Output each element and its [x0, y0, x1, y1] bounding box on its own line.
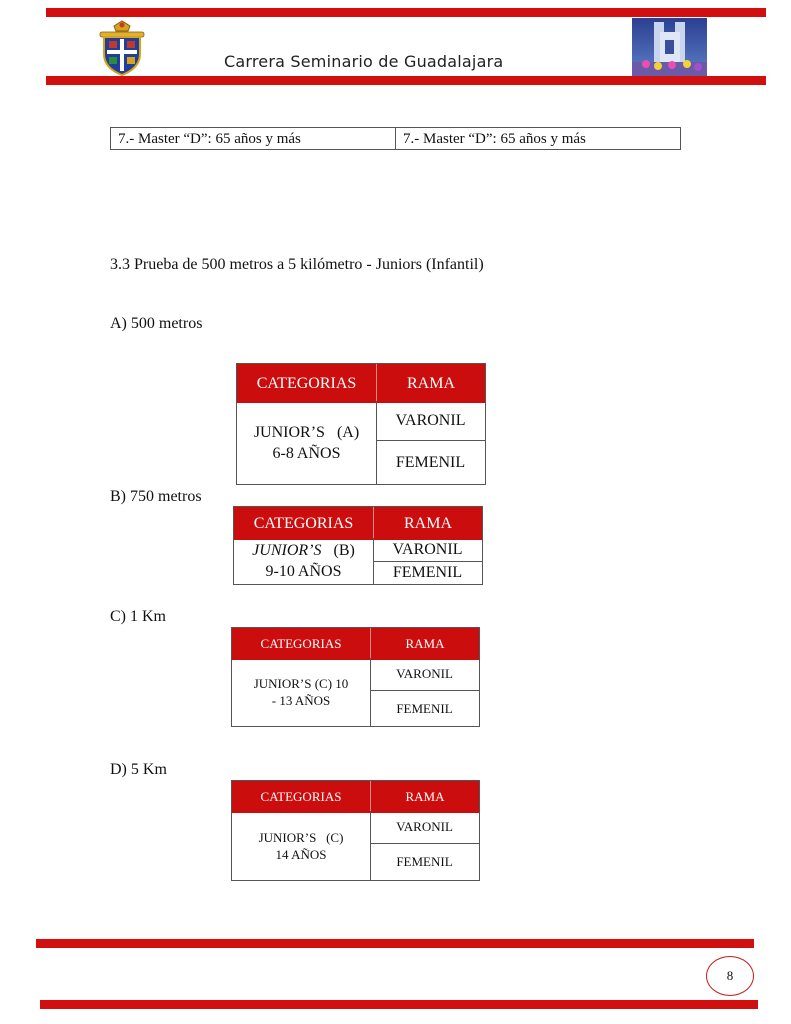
rama-varonil: VARONIL — [395, 411, 466, 429]
part-a-label: A) 500 metros — [110, 315, 203, 332]
header-categorias: CATEGORIAS — [256, 374, 357, 392]
rama-varonil: VARONIL — [396, 819, 453, 834]
category-name: JUNIOR’S (A) — [253, 423, 360, 441]
category-cell — [237, 401, 377, 484]
rama-femenil: FEMENIL — [370, 843, 479, 880]
category-ages: 14 AÑOS — [275, 846, 327, 862]
table-5km — [231, 780, 480, 881]
master-category-row — [110, 127, 681, 150]
section-title: 3.3 Prueba de 500 metros a 5 kilómetro - Juniors (Infantil) — [110, 256, 484, 273]
page-number: 8 — [706, 956, 754, 996]
category-cell — [232, 811, 371, 880]
category-ages: - 13 AÑOS — [271, 693, 331, 708]
master-left-cell: 7.- Master “D”: 65 años y más — [118, 131, 301, 147]
header-rama: RAMA — [376, 364, 485, 403]
category-cell — [234, 538, 374, 584]
rama-femenil: FEMENIL — [376, 440, 485, 484]
header-top-bar — [46, 8, 766, 17]
header-categorias: CATEGORIAS — [260, 636, 342, 651]
category-letter: (B) — [333, 542, 355, 559]
category-name: JUNIOR’S (C) 10 — [253, 676, 349, 691]
rama-varonil: VARONIL — [392, 540, 463, 558]
master-right-cell: 7.- Master “D”: 65 años y más — [395, 128, 680, 149]
footer-top-bar — [36, 939, 754, 948]
header-categorias: CATEGORIAS — [260, 789, 342, 804]
category-name-italic: JUNIOR’S — [252, 542, 322, 559]
category-ages: 6-8 AÑOS — [272, 444, 341, 462]
rama-cells — [376, 401, 485, 484]
footer-bottom-bar — [40, 1000, 758, 1009]
rama-varonil: VARONIL — [396, 666, 453, 681]
header-categorias: CATEGORIAS — [253, 514, 354, 532]
category-ages: 9-10 AÑOS — [265, 563, 342, 580]
header-bottom-bar — [46, 76, 766, 85]
church-photo-icon — [632, 18, 707, 76]
header-rama: RAMA — [370, 628, 479, 660]
part-c-label: C) 1 Km — [110, 608, 166, 625]
table-1km — [231, 627, 480, 727]
category-name: JUNIOR’S (C) — [258, 829, 344, 845]
rama-cells — [373, 538, 482, 584]
part-d-label: D) 5 Km — [110, 761, 167, 778]
rama-femenil: FEMENIL — [370, 690, 479, 726]
header-title: Carrera Seminario de Guadalajara — [224, 52, 504, 71]
header-rama: RAMA — [373, 507, 482, 540]
coat-of-arms-icon — [97, 20, 147, 76]
category-cell — [232, 658, 371, 726]
header-rama: RAMA — [370, 781, 479, 813]
rama-femenil: FEMENIL — [373, 561, 482, 584]
part-b-label: B) 750 metros — [110, 488, 202, 505]
table-500m — [236, 363, 486, 485]
rama-cells — [370, 658, 479, 726]
table-750m — [233, 506, 483, 585]
rama-cells — [370, 811, 479, 880]
